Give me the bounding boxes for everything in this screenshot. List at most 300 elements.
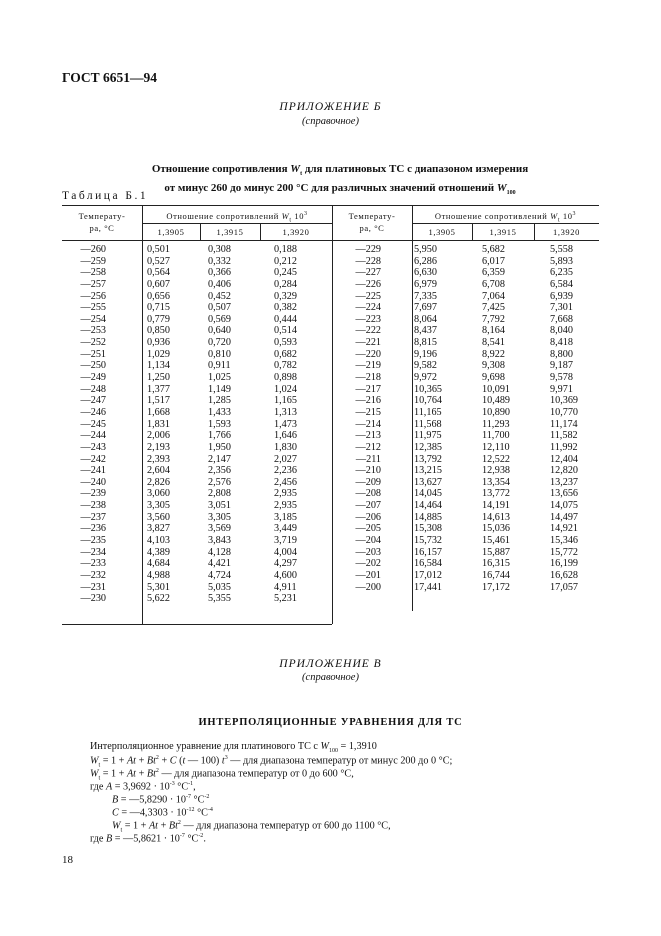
table-cell: 4,004 — [274, 546, 297, 558]
table-cell: 2,808 — [208, 488, 231, 500]
table-cell: —242 — [80, 453, 106, 465]
table-cell: 5,301 — [147, 581, 170, 593]
header-temp-line2: ра, °С — [359, 223, 385, 233]
eq-symbol: W — [90, 755, 99, 767]
header-temp-right — [332, 210, 412, 234]
table-cell: 0,715 — [147, 302, 170, 314]
table-cell: 0,444 — [274, 313, 297, 325]
header-ratio-left — [142, 208, 332, 227]
table-cell: 5,682 — [482, 244, 505, 255]
table-cell: 0,782 — [274, 360, 297, 372]
table-cell: —246 — [80, 406, 106, 418]
table-cell: —235 — [80, 535, 106, 547]
table-cell: 9,698 — [482, 372, 505, 384]
header-temp-line2: ра, °С — [89, 223, 115, 233]
eq-text: = 1 + — [100, 768, 127, 780]
table-cell: —202 — [355, 558, 381, 570]
table-cell: —249 — [80, 372, 106, 384]
table-cell: —234 — [80, 546, 106, 558]
table-cell: 4,684 — [147, 558, 170, 570]
table-cell: 15,461 — [482, 535, 511, 547]
equation-line-4 — [90, 781, 196, 792]
table-cell: —211 — [355, 453, 381, 465]
table-cell: —260 — [80, 244, 106, 255]
table-cell: 0,308 — [208, 244, 231, 255]
table-cell: 0,810 — [208, 348, 231, 360]
table-cell: 14,464 — [414, 500, 443, 512]
table-cell: 4,600 — [274, 569, 297, 581]
table-cell: 15,036 — [482, 523, 511, 535]
eq-text: — 100) — [185, 755, 222, 767]
table-cell: —210 — [355, 465, 381, 477]
table-cell: 2,356 — [208, 465, 231, 477]
col-divider — [142, 205, 143, 624]
table-cell: 0,779 — [147, 313, 170, 325]
table-cell: 9,578 — [550, 372, 573, 384]
table-cell: 4,421 — [208, 558, 231, 570]
table-cell: 6,359 — [482, 267, 505, 279]
table-cell: —229 — [355, 244, 381, 255]
table-cell: 3,719 — [274, 535, 297, 547]
table-cell: 11,165 — [414, 406, 442, 418]
table-cell: 1,134 — [147, 360, 170, 372]
eq-symbol: Bt — [146, 755, 156, 767]
table-cell: 3,051 — [208, 500, 231, 512]
table-cell: —226 — [355, 278, 381, 290]
table-cell: —224 — [355, 302, 381, 314]
column-1-3915-right — [482, 244, 534, 593]
eq-symbol: t — [221, 755, 225, 767]
table-cell: —247 — [80, 395, 106, 407]
table-cell: 1,029 — [147, 348, 170, 360]
table-cell: 15,308 — [414, 523, 443, 535]
equation-line-5 — [112, 794, 209, 805]
table-cell: 4,988 — [147, 569, 170, 581]
eq-text: = 1,3910 — [338, 741, 377, 752]
table-cell: 16,199 — [550, 558, 579, 570]
document-header: ГОСТ 6651—94 — [62, 70, 158, 85]
eq-sup: 3 — [224, 755, 228, 761]
table-cell: 8,040 — [550, 325, 573, 337]
table-cell: —208 — [355, 488, 381, 500]
header-subcol: 1,3905 — [157, 227, 185, 237]
table-cell: —251 — [80, 348, 106, 360]
header-subcol: 1,3915 — [216, 227, 244, 237]
table-cell: 1,831 — [147, 418, 170, 430]
caption-symbol: W — [290, 163, 301, 175]
eq-text: + — [158, 755, 170, 767]
header-ratio-mult: 10 — [562, 210, 573, 221]
table-cell: —225 — [355, 290, 381, 302]
table-cell: 1,517 — [147, 395, 170, 407]
table-cell: 10,489 — [482, 395, 511, 407]
table-cell: 0,720 — [208, 337, 231, 349]
table-cell: 3,449 — [274, 523, 297, 535]
table-cell: 1,165 — [274, 395, 297, 407]
table-cell: 5,355 — [208, 593, 231, 605]
equation-line-2 — [90, 755, 452, 768]
eq-text: °С — [184, 833, 199, 845]
page-number: 18 — [62, 854, 73, 866]
header-ratio-exp: 3 — [304, 211, 308, 217]
eq-text: = 3,9692 · 10 — [112, 781, 170, 793]
appendix-b-title: ПРИЛОЖЕНИЕ Б — [279, 101, 382, 113]
table-cell: —253 — [80, 325, 106, 337]
table-cell: 10,890 — [482, 406, 511, 418]
table-cell: —214 — [355, 418, 381, 430]
eq-symbol: B — [105, 833, 113, 845]
eq-text: + — [158, 820, 169, 832]
table-cell: 7,668 — [550, 313, 573, 325]
table-cell: —228 — [355, 255, 381, 267]
table-cell: 7,301 — [550, 302, 573, 314]
table-cell: 0,245 — [274, 267, 297, 279]
table-cell: 9,582 — [414, 360, 437, 372]
equation-line-8 — [90, 833, 206, 844]
eq-text: . — [203, 833, 206, 845]
table-cell: —239 — [80, 488, 106, 500]
table-cell: 0,329 — [274, 290, 297, 302]
table-cell: 4,389 — [147, 546, 170, 558]
table-cell: 3,560 — [147, 511, 170, 523]
table-cell: —232 — [80, 569, 106, 581]
table-cell: 13,656 — [550, 488, 579, 500]
caption-line-2 — [120, 181, 560, 200]
table-cell: —218 — [355, 372, 381, 384]
table-cell: 1,950 — [208, 441, 231, 453]
header-temp-line1: Температу- — [348, 211, 396, 221]
table-cell: 14,075 — [550, 500, 579, 512]
table-cell: 4,911 — [274, 581, 297, 593]
table-cell: 11,568 — [414, 418, 442, 430]
table-cell: 6,584 — [550, 278, 573, 290]
eq-symbol: C — [112, 807, 119, 819]
table-cell: 6,630 — [414, 267, 437, 279]
eq-symbol: At — [126, 755, 137, 767]
table-cell: 0,406 — [208, 278, 231, 290]
eq-text: = 1 + — [100, 755, 127, 767]
table-cell: —240 — [80, 476, 106, 488]
table-cell: 10,365 — [414, 383, 443, 395]
table-cell: 10,369 — [550, 395, 579, 407]
table-cell: 8,800 — [550, 348, 573, 360]
table-cell: 15,772 — [550, 546, 579, 558]
table-cell: 0,640 — [208, 325, 231, 337]
table-cell: 1,766 — [208, 430, 231, 442]
table-cell: —219 — [355, 360, 381, 372]
eq-sub: t — [120, 827, 123, 834]
table-cell: 15,732 — [414, 535, 443, 547]
table-cell: 1,668 — [147, 406, 170, 418]
table-cell: 9,187 — [550, 360, 573, 372]
table-cell: —200 — [355, 581, 381, 593]
table-cell: 2,006 — [147, 430, 170, 442]
table-cell: 1,433 — [208, 406, 231, 418]
caption-symbol: W — [496, 182, 507, 195]
table-cell: 4,724 — [208, 569, 231, 581]
eq-symbol: B — [112, 794, 119, 806]
table-cell: —223 — [355, 313, 381, 325]
table-cell: —257 — [80, 278, 106, 290]
header-subcol: 1,3920 — [553, 227, 580, 237]
eq-text: — для диапазона температур от 0 до 600 °С, — [158, 768, 354, 780]
table-cell: 2,826 — [147, 476, 170, 488]
equation-line-3 — [90, 768, 354, 781]
table-cell: 11,293 — [482, 418, 510, 430]
table-cell: —227 — [355, 267, 381, 279]
equation-line-6 — [112, 807, 213, 818]
eq-text: — для диапазона температур от 600 до 1100 °С, — [180, 820, 391, 832]
table-cell: 1,646 — [274, 430, 297, 442]
table-cell: 13,237 — [550, 476, 579, 488]
eq-symbol: W — [112, 820, 121, 832]
table-cell: 10,770 — [550, 406, 579, 418]
table-cell: 0,284 — [274, 278, 297, 290]
table-cell: 5,622 — [147, 593, 170, 605]
caption-subscript: 100 — [506, 190, 516, 197]
eq-symbol: t — [182, 755, 186, 767]
table-cell: 1,025 — [208, 372, 231, 384]
table-cell: 8,164 — [482, 325, 505, 337]
table-cell: 12,522 — [482, 453, 511, 465]
table-cell: 0,212 — [274, 255, 297, 267]
table-cell: —217 — [355, 383, 381, 395]
table-cell: —207 — [355, 500, 381, 512]
table-cell: 0,527 — [147, 255, 170, 267]
table-cell: 12,385 — [414, 441, 443, 453]
table-cell: 1,830 — [274, 441, 297, 453]
table-cell: 12,938 — [482, 465, 511, 477]
table-cell: 9,196 — [414, 348, 437, 360]
table-cell: —250 — [80, 360, 106, 372]
table-cell: 1,149 — [208, 383, 231, 395]
table-cell: 11,174 — [550, 418, 578, 430]
table-cell: 17,172 — [482, 581, 511, 593]
eq-text: = —4,3303 · 10 — [118, 807, 187, 819]
appendix-v-title: ПРИЛОЖЕНИЕ В — [279, 658, 382, 670]
table-cell: 0,188 — [274, 244, 297, 255]
header-ratio-subscript: t — [557, 217, 561, 224]
table-cell: 16,628 — [550, 569, 579, 581]
table-cell: 5,558 — [550, 244, 573, 255]
eq-sup: -4 — [207, 807, 213, 813]
table-cell: 2,393 — [147, 453, 170, 465]
caption-text: от минус 260 до минус 200 °С для различных значений отношений — [164, 182, 497, 195]
table-cell: 13,772 — [482, 488, 511, 500]
equation-line-1 — [90, 741, 377, 754]
table-cell: —204 — [355, 535, 381, 547]
table-cell: 3,305 — [147, 500, 170, 512]
table-cell: 13,215 — [414, 465, 443, 477]
eq-symbol: At — [126, 768, 137, 780]
table-cell: 3,843 — [208, 535, 231, 547]
header-temp-line1: Температу- — [78, 211, 126, 221]
table-cell: 6,708 — [482, 278, 505, 290]
table-cell: 13,792 — [414, 453, 443, 465]
table-cell: 3,305 — [208, 511, 231, 523]
table-cell: —243 — [80, 441, 106, 453]
eq-symbol: Bt — [168, 820, 178, 832]
table-cell: 0,593 — [274, 337, 297, 349]
table-bottom-rule — [62, 624, 332, 625]
header-subcol: 1,3915 — [489, 227, 517, 237]
table-cell: 3,060 — [147, 488, 170, 500]
table-cell: 6,979 — [414, 278, 437, 290]
table-cell: 13,354 — [482, 476, 511, 488]
table-cell: 9,972 — [414, 372, 437, 384]
header-ratio-symbol: W — [550, 210, 558, 221]
table-cell: 2,604 — [147, 465, 170, 477]
eq-text: °С — [194, 807, 208, 819]
table-cell: 9,308 — [482, 360, 505, 372]
table-cell: 14,613 — [482, 511, 511, 523]
table-cell: 0,507 — [208, 302, 231, 314]
table-cell: 11,582 — [550, 430, 578, 442]
table-cell: 6,939 — [550, 290, 573, 302]
table-cell: 16,744 — [482, 569, 511, 581]
table-cell: 7,697 — [414, 302, 437, 314]
table-cell: 12,404 — [550, 453, 579, 465]
eq-text: °С — [174, 781, 189, 793]
eq-text: где — [90, 833, 106, 845]
table-cell: 17,057 — [550, 581, 579, 593]
table-cell: 8,064 — [414, 313, 437, 325]
table-cell: —244 — [80, 430, 106, 442]
table-cell: —201 — [355, 569, 381, 581]
eq-sup: -1 — [188, 781, 194, 787]
table-cell: 1,473 — [274, 418, 297, 430]
table-cell: —209 — [355, 476, 381, 488]
table-cell: 0,656 — [147, 290, 170, 302]
table-cell: 7,792 — [482, 313, 505, 325]
caption-subscript: t — [300, 171, 303, 178]
table-cell: 0,514 — [274, 325, 297, 337]
eq-text: + — [136, 768, 147, 780]
table-cell: 10,764 — [414, 395, 443, 407]
table-cell: 14,045 — [414, 488, 443, 500]
table-cell: 6,017 — [482, 255, 505, 267]
table-cell: 17,441 — [414, 581, 443, 593]
table-cell: 2,456 — [274, 476, 297, 488]
table-cell: 2,027 — [274, 453, 297, 465]
table-cell: 1,285 — [208, 395, 231, 407]
table-cell: 5,035 — [208, 581, 231, 593]
eq-sup: 2 — [155, 755, 159, 761]
column-1-3905-left — [147, 244, 197, 605]
table-cell: 10,091 — [482, 383, 511, 395]
eq-text: ( — [176, 755, 183, 767]
eq-sup: -12 — [186, 807, 195, 813]
table-cell: 7,064 — [482, 290, 505, 302]
table-cell: 16,157 — [414, 546, 443, 558]
eq-sub: 100 — [329, 748, 338, 755]
table-cell: 2,935 — [274, 500, 297, 512]
table-cell: —216 — [355, 395, 381, 407]
table-cell: 4,128 — [208, 546, 231, 558]
table-cell: 11,700 — [482, 430, 510, 442]
appendix-v-subtitle: (справочное) — [302, 672, 359, 683]
table-cell: —220 — [355, 348, 381, 360]
table-cell: 8,541 — [482, 337, 505, 349]
column-temps-right — [335, 244, 381, 593]
table-cell: 16,584 — [414, 558, 443, 570]
header-ratio-label: Отношение сопротивлений — [434, 210, 548, 221]
eq-symbol: A — [105, 781, 113, 793]
table-cell: 3,185 — [274, 511, 297, 523]
eq-text: = 1 + — [122, 820, 149, 832]
table-cell: 11,992 — [550, 441, 578, 453]
eq-sup: 2 — [177, 820, 181, 826]
eq-symbol: W — [320, 741, 329, 752]
eq-sup: -7 — [179, 833, 185, 839]
eq-symbol: C — [169, 755, 177, 767]
eq-sup: -7 — [185, 794, 191, 800]
table-cell: 2,193 — [147, 441, 170, 453]
table-cell: 0,452 — [208, 290, 231, 302]
header-ratio-label: Отношение сопротивлений — [166, 210, 279, 221]
eq-sub: t — [98, 775, 101, 782]
table-cell: —233 — [80, 558, 106, 570]
table-cell: 2,935 — [274, 488, 297, 500]
eq-sup: -3 — [169, 781, 175, 787]
table-cell: —236 — [80, 523, 106, 535]
table-cell: 15,346 — [550, 535, 579, 547]
eq-text: °С — [190, 794, 205, 806]
table-cell: 14,921 — [550, 523, 579, 535]
header-subcol: 1,3905 — [428, 227, 456, 237]
table-cell: 14,191 — [482, 500, 511, 512]
table-cell: —203 — [355, 546, 381, 558]
table-cell: —206 — [355, 511, 381, 523]
table-cell: 0,936 — [147, 337, 170, 349]
table-cell: —245 — [80, 418, 106, 430]
table-cell: 0,898 — [274, 372, 297, 384]
table-cell: —212 — [355, 441, 381, 453]
table-cell: 6,286 — [414, 255, 437, 267]
eq-text: где — [90, 781, 106, 793]
table-cell: —238 — [80, 500, 106, 512]
table-cell: 14,497 — [550, 511, 579, 523]
eq-sup: -2 — [198, 833, 204, 839]
table-cell: 7,335 — [414, 290, 437, 302]
eq-text: + — [136, 755, 147, 767]
caption-line-1 — [120, 162, 560, 181]
column-1-3920-right — [550, 244, 598, 593]
table-cell: —258 — [80, 267, 106, 279]
table-cell: 8,437 — [414, 325, 437, 337]
table-cell: 0,911 — [208, 360, 231, 372]
table-cell: 17,012 — [414, 569, 443, 581]
table-cell: 3,569 — [208, 523, 231, 535]
eq-text: = —5,8290 · 10 — [118, 794, 186, 806]
table-cell: 16,315 — [482, 558, 511, 570]
eq-text: , — [193, 781, 196, 793]
table-cell: 2,147 — [208, 453, 231, 465]
eq-text: = —5,8621 · 10 — [112, 833, 180, 845]
table-cell: 13,627 — [414, 476, 443, 488]
header-ratio-exp: 3 — [572, 211, 577, 217]
column-1-3920-left — [274, 244, 326, 605]
header-ratio-subscript: t — [289, 217, 292, 224]
eq-symbol: Bt — [146, 768, 156, 780]
table-cell: —252 — [80, 337, 106, 349]
table-cell: 5,950 — [414, 244, 437, 255]
eq-symbol: W — [90, 768, 99, 780]
equations-title: ИНТЕРПОЛЯЦИОННЫЕ УРАВНЕНИЯ ДЛЯ ТС — [198, 717, 463, 728]
table-cell: —222 — [355, 325, 381, 337]
table-cell: 5,893 — [550, 255, 573, 267]
table-label: Таблица Б.1 — [62, 190, 149, 202]
